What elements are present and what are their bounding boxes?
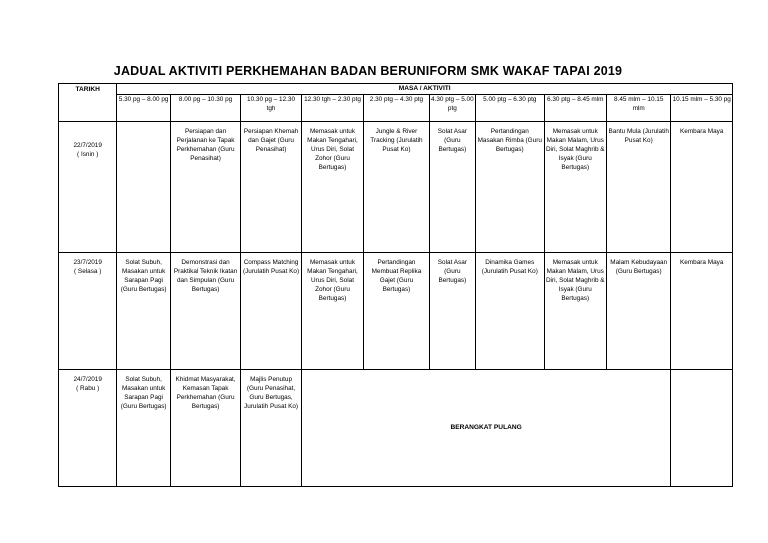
time-slot: 8.00 pg – 10.30 pg: [170, 95, 241, 122]
time-slot: 5.30 pg – 8.00 pg: [117, 95, 170, 122]
activity-cell: Memasak untuk Makan Malam, Urus Diri, Solat Maghrib & Isyak (Guru Bertugas): [544, 253, 606, 370]
activity-cell: Solat Asar (Guru Bertugas): [429, 253, 475, 370]
activity-cell: Memasak untuk Makan Malam, Urus Diri, Solat Maghrib & Isyak (Guru Bertugas): [544, 122, 606, 253]
time-slot: 6.30 ptg – 8.45 mlm: [544, 95, 606, 122]
table-row: [59, 370, 733, 487]
time-slot: 5.00 ptg – 6.30 ptg: [476, 95, 545, 122]
activity-cell: Solat Subuh, Masakan untuk Sarapan Pagi (Guru Bertugas): [117, 370, 170, 487]
schedule-table: [58, 83, 733, 487]
time-slot-row: [59, 95, 733, 122]
activity-cell: Kembara Maya: [671, 253, 733, 370]
activity-cell: Bantu Mula (Jurulatih Pusat Ko): [606, 122, 670, 253]
date-cell: [59, 253, 117, 370]
activity-cell: Solat Asar (Guru Bertugas): [429, 122, 475, 253]
table-row: [59, 253, 733, 370]
masa-aktiviti-header: MASA / AKTIVITI: [117, 84, 733, 95]
empty-cell: [671, 370, 733, 487]
berangkat-pulang-cell: BERANGKAT PULANG: [301, 370, 671, 487]
time-slot: 12.30 tgh – 2.30 ptg: [301, 95, 363, 122]
date-value: 24/7/2019: [73, 376, 102, 383]
date-value: 23/7/2019: [73, 259, 102, 266]
activity-cell: Persiapan dan Perjalanan ke Tapak Perkhemahan (Guru Penasihat): [170, 122, 241, 253]
activity-cell: Compass Matching (Jurulatih Pusat Ko): [241, 253, 301, 370]
day-value: ( Selasa ): [74, 267, 102, 275]
activity-cell: Khidmat Masyarakat, Kemasan Tapak Perkhemahan (Guru Bertugas): [170, 370, 241, 487]
date-value: 22/7/2019: [73, 142, 102, 149]
activity-cell: Persiapan Khemah dan Gajet (Guru Penasihat): [241, 122, 301, 253]
activity-cell: Majlis Penutup (Guru Penasihat, Guru Bertugas, Jurulatih Pusat Ko): [241, 370, 301, 487]
activity-cell: Demonstrasi dan Praktikal Teknik Ikatan dan Simpulan (Guru Bertugas): [170, 253, 241, 370]
activity-cell: Memasak untuk Makan Tengahari, Urus Diri, Solat Zohor (Guru Bertugas): [301, 253, 363, 370]
activity-cell: Jungle & River Tracking (Jurulatih Pusat Ko): [364, 122, 429, 253]
activity-cell: Pertandingan Membuat Replika Gajet (Guru Bertugas): [364, 253, 429, 370]
activity-cell: Dinamika Games (Jurulatih Pusat Ko): [476, 253, 545, 370]
activity-cell: Solat Subuh, Masakan untuk Sarapan Pagi (Guru Bertugas): [117, 253, 170, 370]
table-row: [59, 122, 733, 253]
document-title: JADUAL AKTIVITI PERKHEMAHAN BADAN BERUNIFORM SMK WAKAF TAPAI 2019: [113, 64, 623, 78]
date-cell: [59, 370, 117, 487]
time-slot: 10.30 pg – 12.30 tgh: [241, 95, 301, 122]
activity-cell: Memasak untuk Makan Tengahari, Urus Diri, Solat Zohor (Guru Bertugas): [301, 122, 363, 253]
day-value: ( Rabu ): [76, 384, 100, 392]
time-slot: 8.45 mlm – 10.15 mlm: [606, 95, 670, 122]
activity-cell: [117, 122, 170, 253]
time-slot: 4.30 ptg – 5.00 ptg: [429, 95, 475, 122]
activity-cell: Kembara Maya: [671, 122, 733, 253]
activity-cell: Pertandingan Masakan Rimba (Guru Bertugas): [476, 122, 545, 253]
time-slot: 2.30 ptg – 4.30 ptg: [364, 95, 429, 122]
tarikh-header: TARIKH: [59, 84, 117, 122]
time-slot: 10.15 mlm – 5.30 pg: [671, 95, 733, 122]
header-row: [59, 84, 733, 95]
day-value: ( Isnin ): [77, 150, 99, 158]
date-cell: [59, 122, 117, 253]
activity-cell: Malam Kebudayaan (Guru Bertugas): [606, 253, 670, 370]
